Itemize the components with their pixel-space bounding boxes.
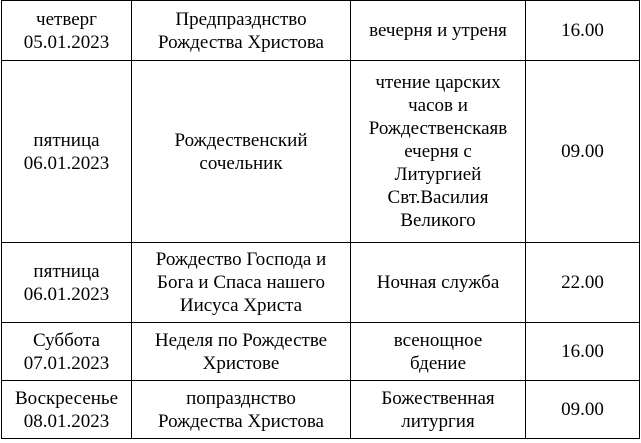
day-date-cell xyxy=(2,1,132,61)
feast-line: попразднство xyxy=(186,387,296,409)
time-label: 22.00 xyxy=(561,272,604,293)
feast-cell xyxy=(132,323,351,381)
day-date-cell xyxy=(2,381,132,439)
feast-line: Бога и Спаса нашего xyxy=(157,272,325,293)
day-label: пятница xyxy=(33,129,100,151)
feast-cell xyxy=(132,243,351,323)
feast-line: Иисуса Христа xyxy=(179,295,303,316)
day-date-cell xyxy=(2,61,132,243)
service-line: Литургией xyxy=(394,164,482,185)
feast-line: сочельник xyxy=(199,152,283,174)
service-line: Великого xyxy=(400,210,476,231)
service-line: Божественная xyxy=(381,387,495,409)
feast-line: Неделя по Рождестве xyxy=(154,329,328,351)
service-cell xyxy=(351,323,526,381)
time-label: 09.00 xyxy=(561,141,604,162)
service-cell xyxy=(351,1,526,61)
date-label: 07.01.2023 xyxy=(23,352,110,374)
service-line: литургия xyxy=(401,410,475,432)
date-label: 06.01.2023 xyxy=(23,283,110,305)
feast-line: Рождественский xyxy=(174,129,308,151)
date-label: 08.01.2023 xyxy=(23,410,110,432)
service-line: часов и xyxy=(408,95,468,116)
service-line: всенощное xyxy=(393,329,483,351)
day-label: пятница xyxy=(33,260,100,282)
time-cell xyxy=(526,381,640,439)
service-line: Ночная служба xyxy=(376,272,500,293)
feast-line: Рождество Господа и xyxy=(155,249,327,270)
service-line: чтение царских xyxy=(375,72,501,93)
day-date-cell xyxy=(2,243,132,323)
date-label: 06.01.2023 xyxy=(23,152,110,174)
table-row xyxy=(2,61,640,243)
service-line: бдение xyxy=(409,352,467,374)
service-line: вечерня и утреня xyxy=(369,20,507,41)
day-label: четверг xyxy=(36,8,97,30)
day-date-cell xyxy=(2,323,132,381)
service-line: ечерня с xyxy=(404,141,472,162)
time-cell xyxy=(526,243,640,323)
time-label: 16.00 xyxy=(561,20,604,41)
feast-line: Христове xyxy=(202,352,280,374)
service-line: Рождественскаяв xyxy=(368,118,508,139)
time-cell xyxy=(526,1,640,61)
time-cell xyxy=(526,61,640,243)
day-label: Суббота xyxy=(32,329,100,351)
table-row xyxy=(2,1,640,61)
service-cell xyxy=(351,61,526,243)
feast-cell xyxy=(132,381,351,439)
service-schedule-table xyxy=(1,0,640,439)
date-label: 05.01.2023 xyxy=(23,31,110,53)
feast-line: Рождества Христова xyxy=(158,31,324,53)
day-label: Воскресенье xyxy=(14,387,119,409)
time-label: 16.00 xyxy=(561,341,604,362)
service-cell xyxy=(351,243,526,323)
feast-line: Предпразднство xyxy=(175,8,307,30)
time-label: 09.00 xyxy=(561,399,604,420)
service-cell xyxy=(351,381,526,439)
feast-cell xyxy=(132,61,351,243)
feast-line: Рождества Христова xyxy=(158,410,324,432)
table-row xyxy=(2,243,640,323)
time-cell xyxy=(526,323,640,381)
feast-cell xyxy=(132,1,351,61)
table-row xyxy=(2,381,640,439)
table-row xyxy=(2,323,640,381)
service-line: Свт.Василия xyxy=(387,187,489,208)
